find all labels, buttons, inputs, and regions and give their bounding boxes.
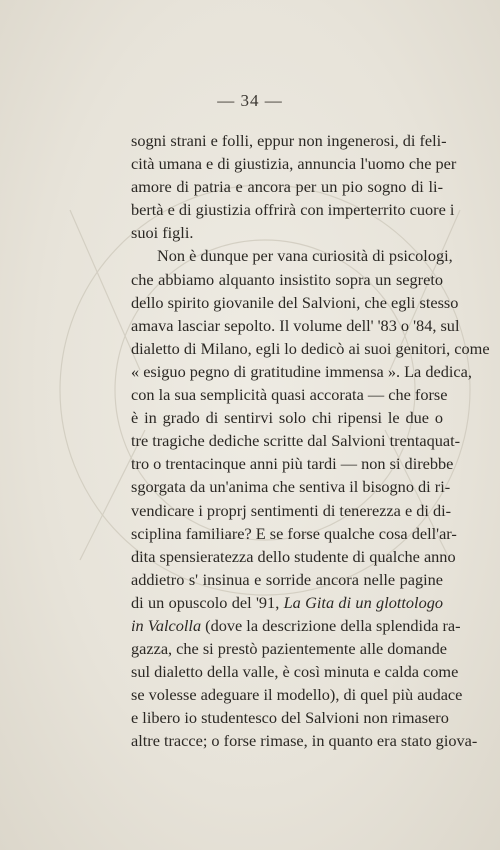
text-line: tro o trentacinque anni più tardi — non si direbbe xyxy=(131,454,454,474)
text-line: Non è dunque per vana curiosità di psicologi, xyxy=(157,246,453,266)
text-line: bertà e di giustizia offrirà con imperterrito cuore i xyxy=(131,200,455,220)
text-line: amava lasciar sepolto. Il volume dell' '83 o '84, sul xyxy=(131,315,460,335)
body-text xyxy=(131,129,490,753)
text-line: dita spensieratezza dello studente di qualche anno xyxy=(131,546,456,566)
italic-title: in Valcolla xyxy=(131,615,202,635)
text-line: vendicare i proprj sentimenti di tenerezza e di di- xyxy=(131,500,452,520)
text-line: cità umana e di giustizia, annuncia l'uomo che per xyxy=(131,154,457,174)
text-line xyxy=(131,591,443,614)
text-line: e libero io studentesco del Salvioni non rimasero xyxy=(131,708,449,728)
text-line: sul dialetto della valle, è così minuta e calda come xyxy=(131,662,459,682)
page-number: — 34 — xyxy=(217,91,283,110)
text-line: è in grado di sentirvi solo chi ripensi le due o xyxy=(131,408,443,428)
text-line: se volesse adeguare il modello), di quel più audace xyxy=(131,685,463,705)
text-line xyxy=(131,614,461,637)
text-line: sciplina familiare? E se forse qualche cosa dell'ar- xyxy=(131,523,457,543)
text-line: tre tragiche dediche scritte dal Salvioni trentaquat- xyxy=(131,431,461,451)
text-line: sgorgata da un'anima che sentiva il bisogno di ri- xyxy=(131,477,451,497)
text-line: che abbiamo alquanto insistito sopra un segreto xyxy=(131,269,443,289)
text-line: gazza, che si prestò pazientemente alle domande xyxy=(131,639,447,659)
text-line: dialetto di Milano, egli lo dedicò ai suoi genitori, come xyxy=(131,338,490,358)
text-line: sogni strani e folli, eppur non ingenerosi, di feli- xyxy=(131,131,447,150)
text-line: amore di patria e ancora per un pio sogno di li- xyxy=(131,177,443,197)
text-line: « esiguo pegno di gratitudine immensa ». La dedica, xyxy=(131,361,472,381)
text-line: altre tracce; o forse rimase, in quanto era stato giova- xyxy=(131,731,478,751)
text-span: di un opuscolo del '91, xyxy=(131,592,284,612)
text-span: (dove la descrizione della splendida ra- xyxy=(201,615,461,635)
text-line: addietro s' insinua e sorride ancora nelle pagine xyxy=(131,569,443,589)
text-line: suoi figli. xyxy=(131,223,194,243)
text-line: con la sua semplicità quasi accorata — che forse xyxy=(131,385,448,405)
text-line: dello spirito giovanile del Salvioni, che egli stesso xyxy=(131,292,459,312)
italic-title: La Gita di un glottologo xyxy=(283,592,443,612)
